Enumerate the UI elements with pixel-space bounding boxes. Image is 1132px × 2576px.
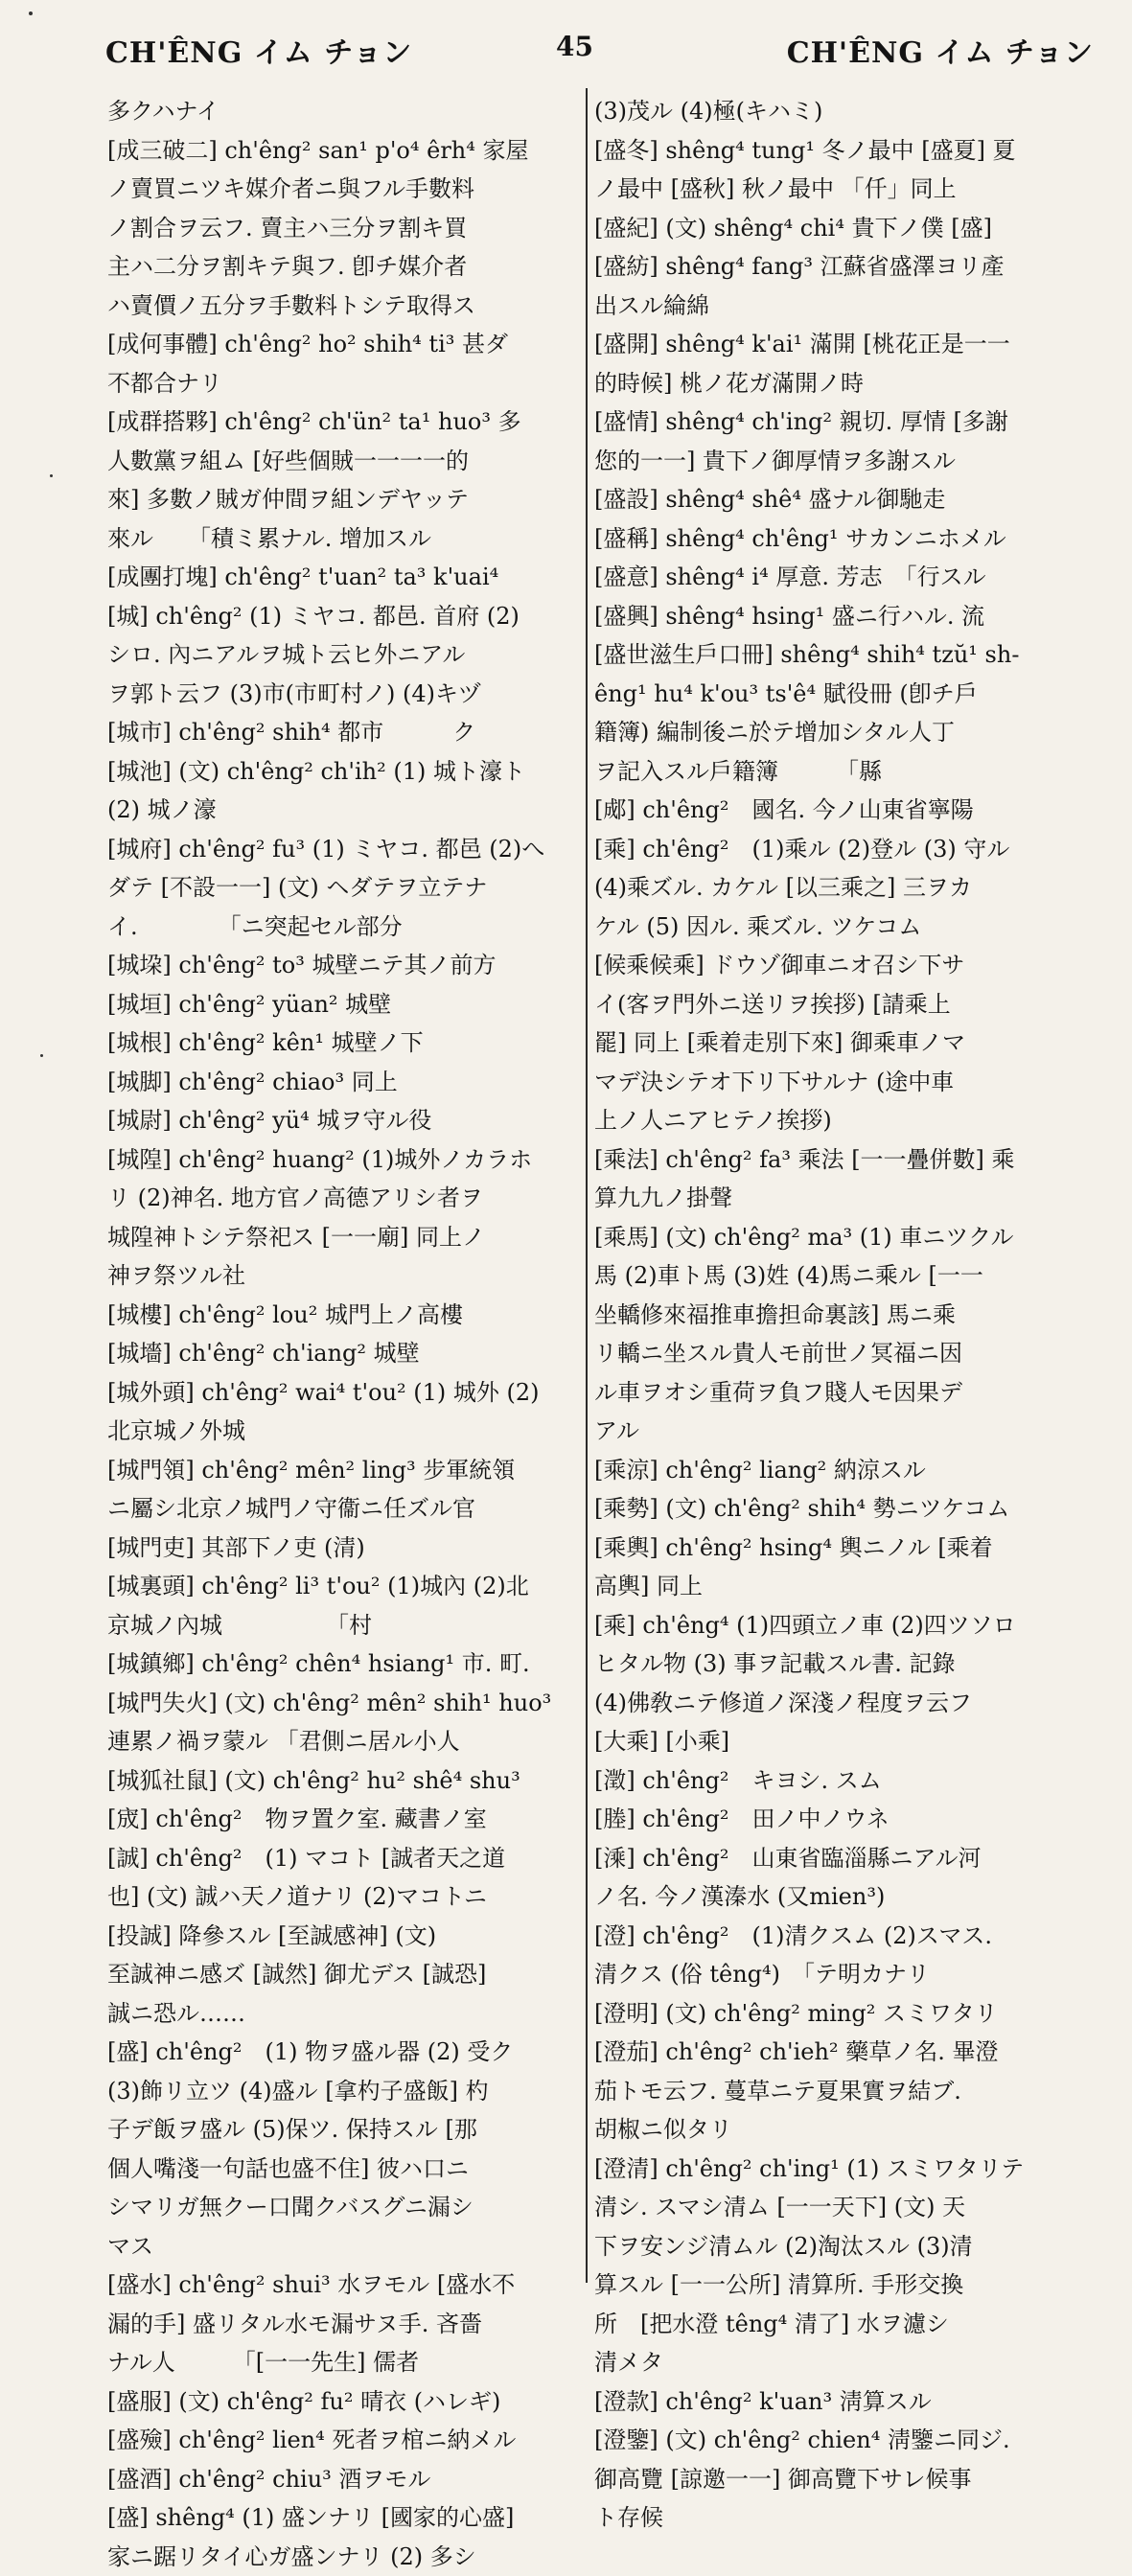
entry-line: [澄] ch'êng² (1)清クスム (2)スマス. (594, 1917, 1074, 1956)
entry-line: (3)飾リ立ツ (4)盛ル [拿杓子盛飯] 杓 (107, 2072, 577, 2111)
entry-line: [盛殮] ch'êng² lien⁴ 死者ヲ棺ニ納メル (107, 2421, 577, 2460)
entry-line: [誠] ch'êng² (1) マコト [誠者天之道 (107, 1839, 577, 1878)
entry-line: [城樓] ch'êng² lou² 城門上ノ高樓 (107, 1296, 577, 1335)
entry-line: [盛興] shêng⁴ hsing¹ 盛ニ行ハル. 流 (594, 597, 1074, 636)
entry-line: 御高覽 [諒邀一一] 御高覽下サレ候事 (594, 2460, 1074, 2499)
entry-line: 來ル 「積ミ累ナル. 增加スル (107, 519, 577, 559)
entry-line: ハ賣價ノ五分ヲ手數料トシテ取得ス (107, 287, 577, 326)
entry-line: [澄清] ch'êng² ch'ing¹ (1) スミワタリテ (594, 2150, 1074, 2189)
entry-line: [成群搭夥] ch'êng² ch'ün² ta¹ huo³ 多 (107, 402, 577, 442)
entry-line: [澄鑒] (文) ch'êng² chien⁴ 淸鑒ニ同ジ. (594, 2421, 1074, 2460)
entry-line: 主ハ二分ヲ割キテ與フ. 卽チ媒介者 (107, 247, 577, 287)
entry-line: [宬] ch'êng² 物ヲ置ク室. 藏書ノ室 (107, 1800, 577, 1839)
entry-line: 人數黨ヲ組ム [好些個賊一一一一的 (107, 442, 577, 481)
entry-line: [盛] shêng⁴ (1) 盛ンナリ [國家的心盛] (107, 2498, 577, 2538)
entry-line: 算九九ノ掛聲 (594, 1179, 1074, 1218)
entry-line: [澂] ch'êng² キヨシ. スム (594, 1761, 1074, 1801)
right-column (594, 92, 1074, 2538)
entry-line: ノ賣買ニツキ媒介者ニ與フル手數料 (107, 170, 577, 209)
entry-line: [成何事體] ch'êng² ho² shih⁴ ti³ 甚ダ (107, 325, 577, 364)
entry-line: [大乘] [小乘] (594, 1722, 1074, 1761)
entry-line: [城] ch'êng² (1) ミヤコ. 都邑. 首府 (2) (107, 597, 577, 636)
entry-line: 下ヲ安ンジ清ムル (2)淘汰スル (3)清 (594, 2227, 1074, 2266)
entry-line: 個人嘴淺一句話也盛不住] 彼ハ口ニ (107, 2150, 577, 2189)
entry-line: ヲ記入スル戶籍簿 「縣 (594, 752, 1074, 792)
entry-line: [盛酒] ch'êng² chiu³ 酒ヲモル (107, 2460, 577, 2499)
entry-line: 出スル綸綿 (594, 287, 1074, 326)
entry-line: 所 [把水澄 têng⁴ 清了] 水ヲ濾シ (594, 2305, 1074, 2344)
entry-line: [盛意] shêng⁴ i⁴ 厚意. 芳志 「行スル (594, 558, 1074, 597)
entry-line: 神ヲ祭ツル社 (107, 1256, 577, 1296)
entry-line: [盛設] shêng⁴ shê⁴ 盛ナル御馳走 (594, 480, 1074, 519)
entry-line: 至誠神ニ感ズ [誠然] 御尤デス [誠恐] (107, 1955, 577, 1994)
entry-line: 罷] 同上 [乘着走別下來] 御乘車ノマ (594, 1024, 1074, 1063)
entry-line: 茄トモ云フ. 蔓草ニテ夏果實ヲ結ブ. (594, 2072, 1074, 2111)
entry-line: [城門吏] 其部下ノ吏 (清) (107, 1529, 577, 1568)
entry-line: マデ決シテオ下リ下サルナ (途中車 (594, 1063, 1074, 1102)
entry-line: [盛紀] (文) shêng⁴ chi⁴ 貴下ノ僕 [盛] (594, 209, 1074, 248)
entry-line: [乘] ch'êng² (1)乘ル (2)登ル (3) 守ル (594, 830, 1074, 869)
entry-line: (4)佛敎ニテ修道ノ深淺ノ程度ヲ云フ (594, 1684, 1074, 1723)
entry-line: 上ノ人ニアヒテノ挨拶) (594, 1101, 1074, 1140)
entry-line: 漏的手] 盛リタル水モ漏サヌ手. 吝嗇 (107, 2305, 577, 2344)
entry-line: 高輿] 同上 (594, 1567, 1074, 1606)
entry-line: ダテ [不設一一] (文) ヘダテヲ立テナ (107, 868, 577, 908)
entry-line: 算スル [一一公所] 清算所. 手形交換 (594, 2266, 1074, 2305)
entry-line: ノ最中 [盛秋] 秋ノ最中 「仟」同上 (594, 170, 1074, 209)
entry-line: ノ名. 今ノ漢溱水 (又mien³) (594, 1877, 1074, 1917)
entry-line: イ(客ヲ門外ニ送リヲ挨拶) [請乘上 (594, 985, 1074, 1024)
ink-speck (40, 1054, 43, 1057)
entry-line: 的時候] 桃ノ花ガ滿開ノ時 (594, 364, 1074, 403)
entry-line: [乘輿] ch'êng² hsing⁴ 輿ニノル [乘着 (594, 1529, 1074, 1568)
entry-line: [澄明] (文) ch'êng² ming² スミワタリ (594, 1994, 1074, 2034)
entry-line: ノ割合ヲ云フ. 賣主ハ三分ヲ割キ買 (107, 209, 577, 248)
page-header (105, 29, 1094, 86)
entry-line: 多クハナイ (107, 92, 577, 131)
entry-line: リ (2)神名. 地方官ノ高德アリシ者ヲ (107, 1179, 577, 1218)
entry-line: 城隍神トシテ祭祀ス [一一廟] 同上ノ (107, 1218, 577, 1257)
entry-line: 您的一一] 貴下ノ御厚情ヲ多謝スル (594, 442, 1074, 481)
entry-line: [乘勢] (文) ch'êng² shih⁴ 勢ニツケコム (594, 1489, 1074, 1529)
header-right: CH'ÊNG イム チョン (787, 29, 1094, 71)
entry-line: êng¹ hu⁴ k'ou³ ts'ê⁴ 賦役冊 (卽チ戶 (594, 675, 1074, 714)
entry-line: (2) 城ノ濠 (107, 791, 577, 830)
entry-line: ナル人 「[一一先生] 儒者 (107, 2343, 577, 2382)
entry-line: [城狐社鼠] (文) ch'êng² hu² shê⁴ shu³ (107, 1761, 577, 1801)
entry-line: [乘法] ch'êng² fa³ 乘法 [一一疊併數] 乘 (594, 1140, 1074, 1180)
entry-line: [城門失火] (文) ch'êng² mên² shih¹ huo³ (107, 1684, 577, 1723)
entry-line: [盛世滋生戶口冊] shêng⁴ shih⁴ tzŭ¹ sh- (594, 635, 1074, 675)
entry-line: [城外頭] ch'êng² wai⁴ t'ou² (1) 城外 (2) (107, 1373, 577, 1413)
entry-line: リ轎ニ坐スル貴人モ前世ノ冥福ニ因 (594, 1334, 1074, 1373)
ink-speck (50, 474, 53, 477)
entry-line: [城尉] ch'êng² yü⁴ 城ヲ守ル役 (107, 1101, 577, 1140)
entry-line: [郕] ch'êng² 國名. 今ノ山東省寧陽 (594, 791, 1074, 830)
entry-line: ニ屬シ北京ノ城門ノ守衞ニ任ズル官 (107, 1489, 577, 1529)
entry-line: 清シ. スマシ清ム [一一天下] (文) 天 (594, 2188, 1074, 2227)
entry-line: [城根] ch'êng² kên¹ 城壁ノ下 (107, 1024, 577, 1063)
entry-line: [城墻] ch'êng² ch'iang² 城壁 (107, 1334, 577, 1373)
entry-line: [溗] ch'êng² 山東省臨淄縣ニアル河 (594, 1839, 1074, 1878)
entry-line: [盛水] ch'êng² shui³ 水ヲモル [盛水不 (107, 2266, 577, 2305)
entry-line: 馬 (2)車ト馬 (3)姓 (4)馬ニ乘ル [一一 (594, 1256, 1074, 1296)
entry-line: [乘涼] ch'êng² liang² 納涼スル (594, 1451, 1074, 1490)
entry-line: [成三破二] ch'êng² san¹ p'o⁴ êrh⁴ 家屋 (107, 131, 577, 171)
entry-line: [盛服] (文) ch'êng² fu² 晴衣 (ハレギ) (107, 2382, 577, 2422)
entry-line: 不都合ナリ (107, 364, 577, 403)
entry-line: [城垣] ch'êng² yüan² 城壁 (107, 985, 577, 1024)
entry-line: 京城ノ內城 「村 (107, 1606, 577, 1645)
entry-line: 誠ニ恐ル…… (107, 1994, 577, 2034)
entry-line: マス (107, 2227, 577, 2266)
entry-line: (3)茂ル (4)極(キハミ) (594, 92, 1074, 131)
entry-line: [候乘候乘] ドウゾ御車ニオ召シ下サ (594, 946, 1074, 985)
entry-line: [澄款] ch'êng² k'uan³ 淸算スル (594, 2382, 1074, 2422)
entry-line: 清クス (俗 têng⁴) 「テ明カナリ (594, 1955, 1074, 1994)
entry-line: 家ニ踞リタイ心ガ盛ンナリ (2) 多シ (107, 2538, 577, 2576)
entry-line: ル車ヲオシ重荷ヲ負フ賤人モ因果デ (594, 1373, 1074, 1413)
left-column (107, 92, 577, 2576)
column-divider (586, 88, 588, 2283)
entry-line: [乘] ch'êng⁴ (1)四頭立ノ車 (2)四ツソロ (594, 1606, 1074, 1645)
entry-line: 北京城ノ外城 (107, 1412, 577, 1451)
entry-line: 子デ飯ヲ盛ル (5)保ツ. 保持スル [那 (107, 2110, 577, 2150)
page-number: 45 (556, 31, 593, 62)
entry-line: 清メタ (594, 2343, 1074, 2382)
entry-line: [澄茄] ch'êng² ch'ieh² 藥草ノ名. 畢澄 (594, 2033, 1074, 2072)
header-left: CH'ÊNG イム チョン (105, 29, 412, 71)
entry-line: イ. 「ニ突起セル部分 (107, 908, 577, 947)
entry-line: [盛情] shêng⁴ ch'ing² 親切. 厚情 [多謝 (594, 402, 1074, 442)
entry-line: [盛] ch'êng² (1) 物ヲ盛ル器 (2) 受ク (107, 2033, 577, 2072)
entry-line: [塍] ch'êng² 田ノ中ノウネ (594, 1800, 1074, 1839)
entry-line: アル (594, 1412, 1074, 1451)
entry-line: [城市] ch'êng² shih⁴ 都市 ク (107, 713, 577, 752)
entry-line: ヒタル物 (3) 事ヲ記載スル書. 記錄 (594, 1644, 1074, 1684)
entry-line: [盛開] shêng⁴ k'ai¹ 滿開 [桃花正是一一 (594, 325, 1074, 364)
entry-line: シロ. 內ニアルヲ城ト云ヒ外ニアル (107, 635, 577, 675)
entry-line: [城府] ch'êng² fu³ (1) ミヤコ. 都邑 (2)へ (107, 830, 577, 869)
entry-line: [城脚] ch'êng² chiao³ 同上 (107, 1063, 577, 1102)
entry-line: [城門領] ch'êng² mên² ling³ 步軍統領 (107, 1451, 577, 1490)
entry-line: [盛稱] shêng⁴ ch'êng¹ サカンニホメル (594, 519, 1074, 559)
entry-line: 也] (文) 誠ハ天ノ道ナリ (2)マコトニ (107, 1877, 577, 1917)
entry-line: 來] 多數ノ賊ガ仲間ヲ組ンデヤッテ (107, 480, 577, 519)
entry-line: [盛冬] shêng⁴ tung¹ 冬ノ最中 [盛夏] 夏 (594, 131, 1074, 171)
entry-line: 籍簿) 編制後ニ於テ增加シタル人丁 (594, 713, 1074, 752)
ink-speck (29, 12, 33, 15)
entry-line: 連累ノ禍ヲ蒙ル 「君側ニ居ル小人 (107, 1722, 577, 1761)
entry-line: ト存候 (594, 2498, 1074, 2538)
entry-line: [盛紡] shêng⁴ fang³ 江蘇省盛澤ヨリ產 (594, 247, 1074, 287)
entry-line: 胡椒ニ似タリ (594, 2110, 1074, 2150)
entry-line: シマリガ無クー口聞クバスグニ漏シ (107, 2188, 577, 2227)
entry-line: [城池] (文) ch'êng² ch'ih² (1) 城ト濠ト (107, 752, 577, 792)
entry-line: [城垜] ch'êng² to³ 城壁ニテ其ノ前方 (107, 946, 577, 985)
entry-line: [城隍] ch'êng² huang² (1)城外ノカラホ (107, 1140, 577, 1180)
entry-line: [乘馬] (文) ch'êng² ma³ (1) 車ニツクル (594, 1218, 1074, 1257)
entry-line: (4)乘ズル. カケル [以三乘之] 三ヲカ (594, 868, 1074, 908)
entry-line: [投誠] 降參スル [至誠感神] (文) (107, 1917, 577, 1956)
entry-line: [成團打塊] ch'êng² t'uan² ta³ k'uai⁴ (107, 558, 577, 597)
entry-line: 坐轎修來福推車擔担命裏該] 馬ニ乘 (594, 1296, 1074, 1335)
entry-line: ケル (5) 因ル. 乘ズル. ツケコム (594, 908, 1074, 947)
entry-line: [城鎮鄉] ch'êng² chên⁴ hsiang¹ 市. 町. (107, 1644, 577, 1684)
entry-line: ヲ郭ト云フ (3)市(市町村ノ) (4)キヅ (107, 675, 577, 714)
entry-line: [城裏頭] ch'êng² li³ t'ou² (1)城內 (2)北 (107, 1567, 577, 1606)
